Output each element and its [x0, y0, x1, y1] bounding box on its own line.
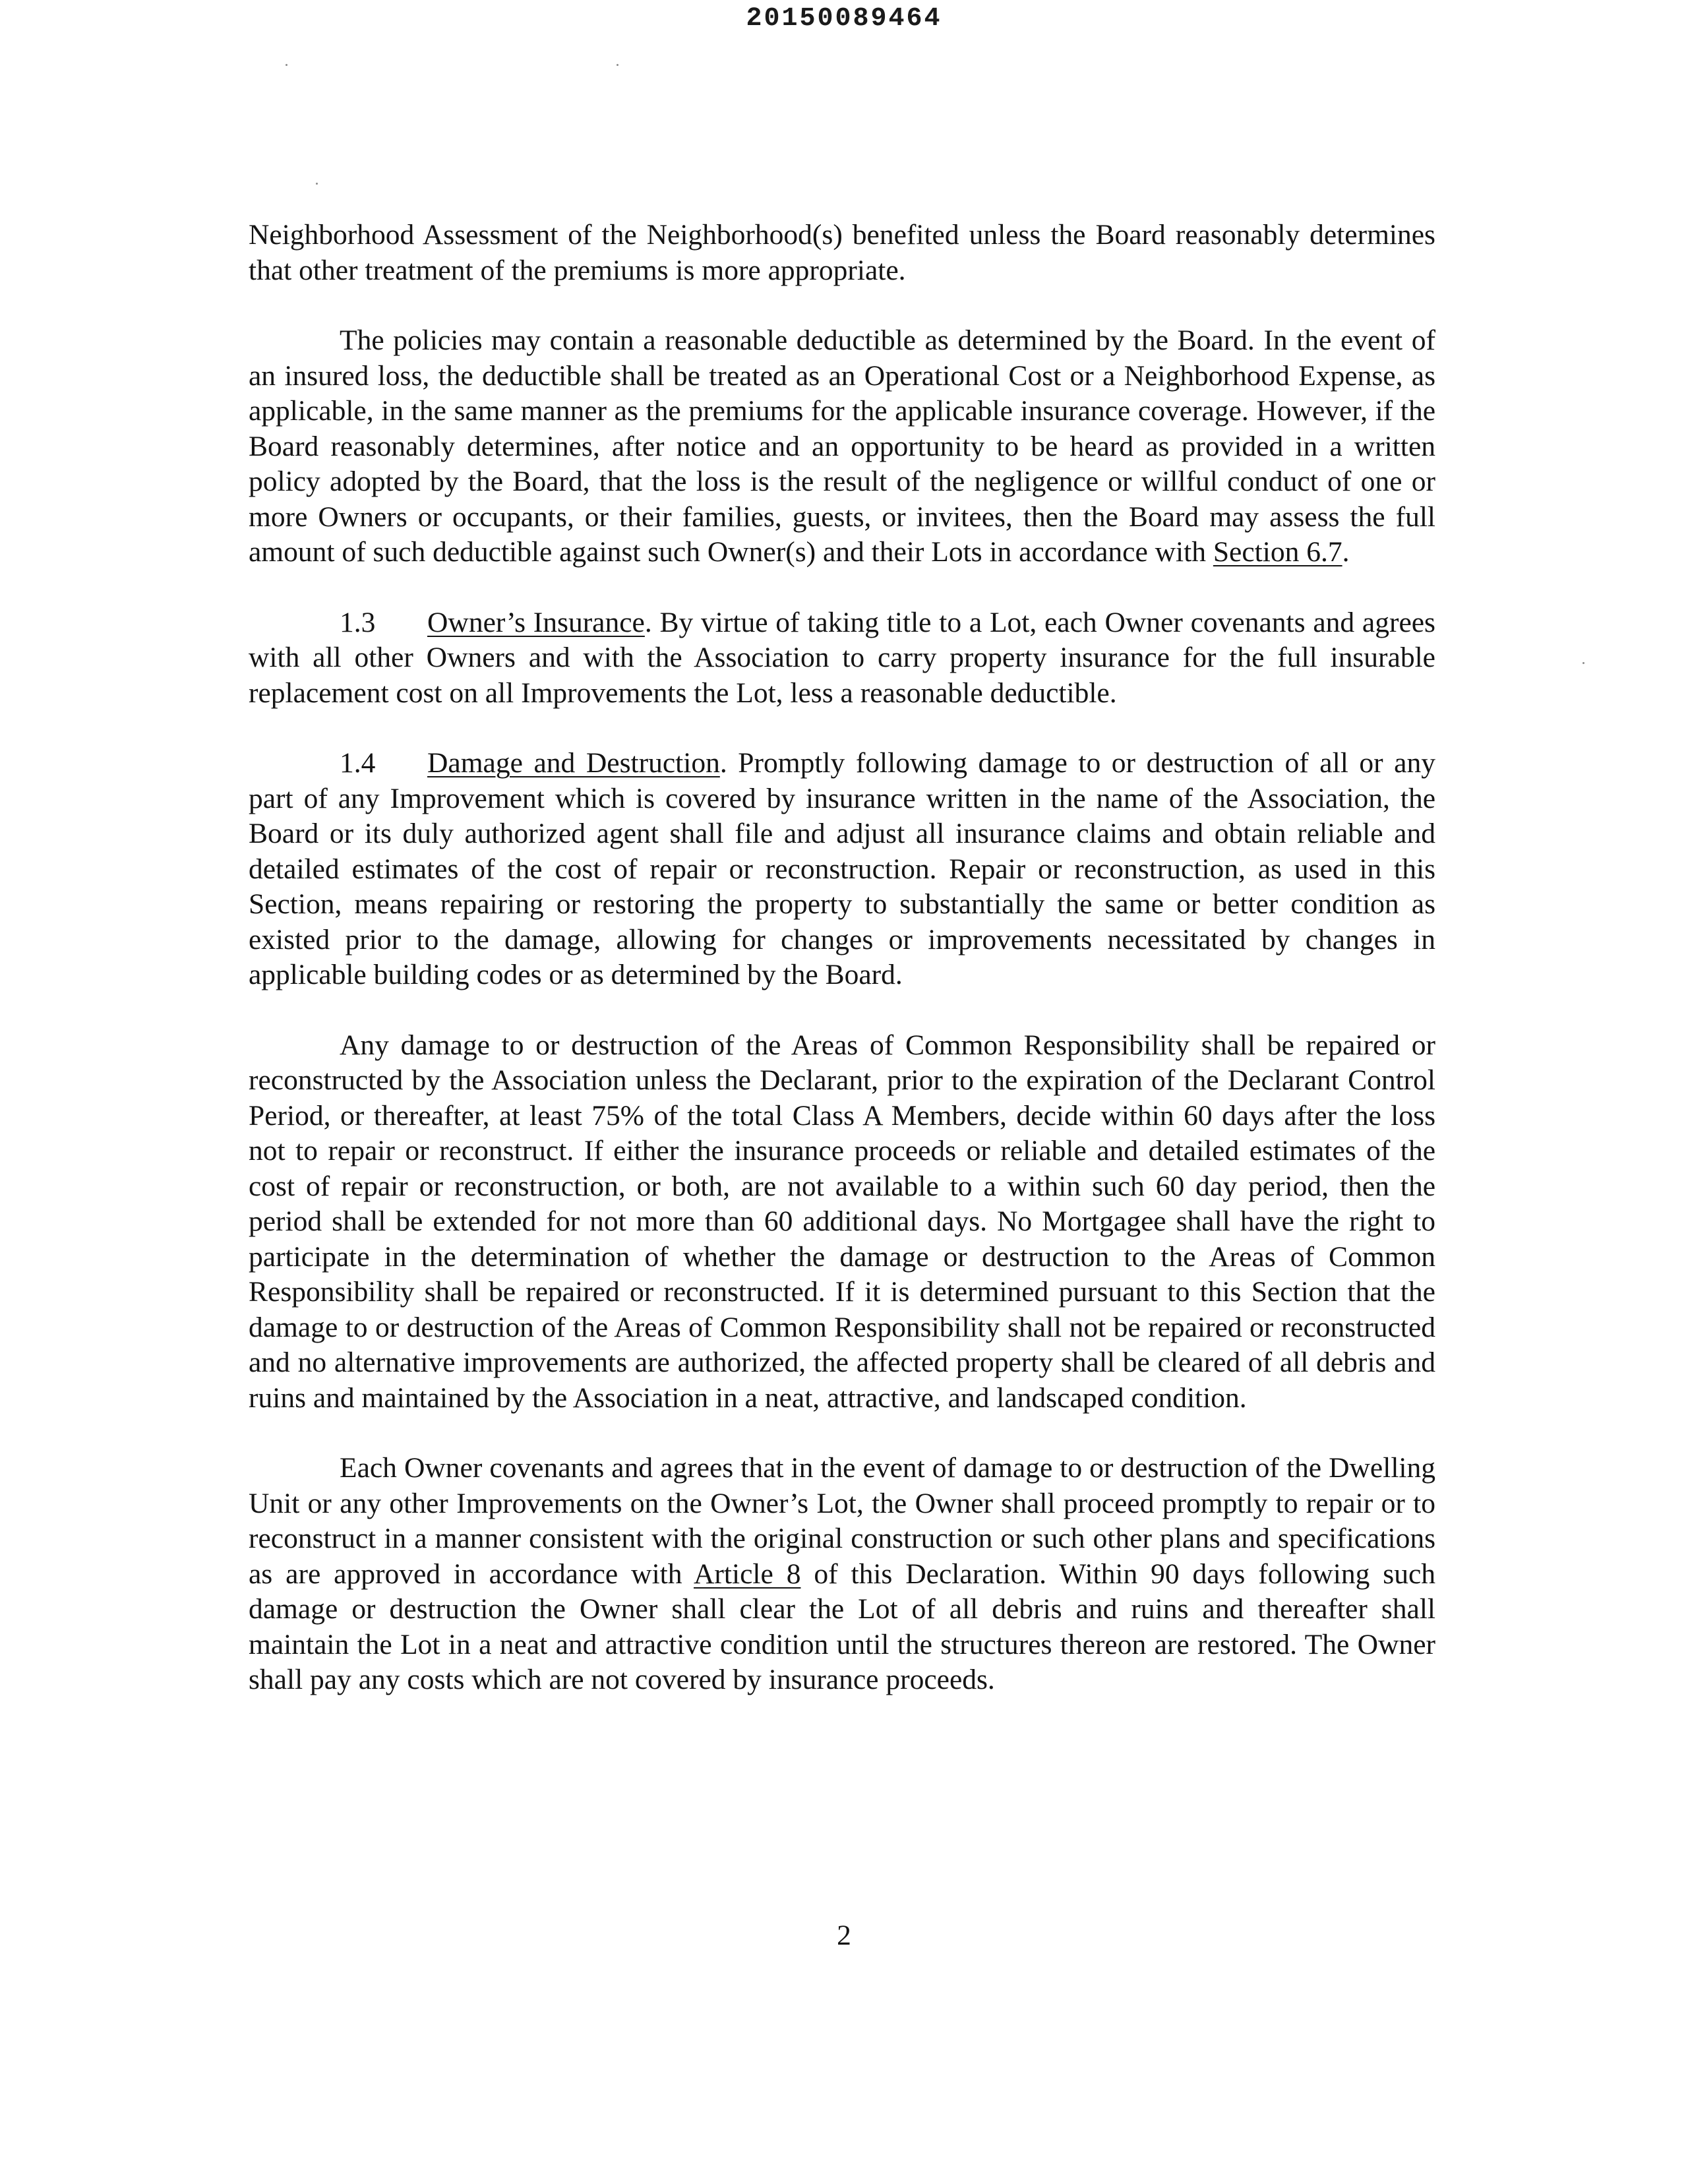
paragraph-text: Any damage to or destruction of the Areas of Common Responsibility shall be repaired or reconstructed by the Association unless the Declarant, prior to the expiration of the Declarant Control Period, or thereafter, at least 75% of the total Class A Members, decide within 60 days after the loss not to repair or reconstruct. If either the insurance proceeds or reliable and detailed estimates of the cost of repair or reconstruction, or both, are not available to a within such 60 day period, then the period shall be extended for not more than 60 additional days. No Mortgagee shall have the right to participate in the determination of whether the damage or destruction to the Areas of Common Responsibility shall be repaired or reconstructed. If it is determined pursuant to this Section that the damage to or destruction of the Areas of Common Responsibility shall not be repaired or reconstructed and no alternative improvements are authorized, the affected property shall be cleared of all debris and ruins and maintained by the Association in a neat, attractive, and landscaped condition.: [249, 1029, 1435, 1414]
page-number: 2: [837, 1920, 851, 1951]
scan-speck: [617, 64, 618, 66]
section-1-4: [249, 746, 1435, 993]
paragraph-owner-covenants: [249, 1451, 1435, 1698]
paragraph-text-end: of this Declaration. Within 90 days following such damage or destruction the Owner shall clear the Lot of all debris and ruins and thereafter shall maintain the Lot in a neat and attractive condition until the structures thereon are restored. The Owner shall pay any costs which are not covered by insurance proceeds.: [249, 1558, 1435, 1695]
section-number: 1.3: [340, 606, 376, 638]
paragraph-deductible: [249, 323, 1435, 570]
section-text: . Promptly following damage to or destruction of all or any part of any Improvement which is covered by insurance written in the name of the Association, the Board or its duly authorized agent shall file and adjust all insurance claims and obtain reliable and detailed estimates of the cost of repair or reconstruction. Repair or reconstruction, as used in this Section, means repairing or restoring the property to substantially the same or better condition as existed prior to the damage, allowing for changes or improvements necessitated by changes in applicable building codes or as determined by the Board.: [249, 747, 1435, 990]
section-text: . By virtue of taking title to a Lot, each Owner covenants and agrees with all other Owners and with the Association to carry property insurance for the full insurable replacement cost on all Improvements the Lot, less a reasonable deductible.: [249, 606, 1435, 709]
paragraph-text: Neighborhood Assessment of the Neighborhood(s) benefited unless the Board reasonably determines that other treatment of the premiums is more appropriate.: [249, 219, 1435, 286]
paragraph-text: The policies may contain a reasonable deductible as determined by the Board. In the event of an insured loss, the deductible shall be treated as an Operational Cost or a Neighborhood Expense, as applicable, in the same manner as the premiums for the applicable insurance coverage. However, if the Board reasonably determines, after notice and an opportunity to be heard as provided in a written policy adopted by the Board, that the loss is the result of the negligence or willful conduct of one or more Owners or occupants, or their families, guests, or invitees, then the Board may assess the full amount of such deductible against such Owner(s) and their Lots in accordance with: [249, 324, 1435, 568]
scan-speck: [286, 64, 287, 66]
section-heading: Damage and Destruction: [427, 747, 720, 779]
article-reference-link: Article 8: [694, 1558, 801, 1590]
paragraph-text: Each Owner covenants and agrees that in the event of damage to or destruction of the Dwelling Unit or any other Improvements on the Owner’s Lot, the Owner shall proceed promptly to repair or to reconstruct in a manner consistent with the original construction or such other plans and specifications as are approved in accordance with: [249, 1452, 1435, 1590]
document-number: 20150089464: [746, 4, 942, 34]
paragraph-common-responsibility: [249, 1028, 1435, 1416]
section-heading: Owner’s Insurance: [427, 606, 645, 638]
section-reference-link: Section 6.7: [1213, 536, 1342, 568]
document-body: [249, 218, 1435, 1733]
paragraph-text-end: .: [1342, 536, 1350, 568]
paragraph-continuation: [249, 218, 1435, 288]
scan-speck: [1582, 662, 1584, 664]
section-number: 1.4: [340, 747, 376, 779]
section-1-3: [249, 605, 1435, 712]
scan-speck: [316, 183, 318, 185]
